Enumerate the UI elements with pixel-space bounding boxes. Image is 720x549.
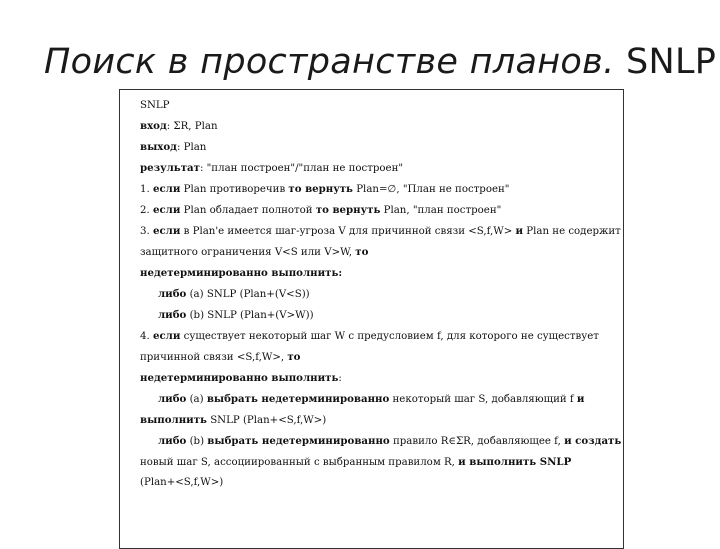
step-4-alt-b-line-2: [140, 452, 600, 473]
step-4-nondeterministic: недетерминированно выполнить: [140, 372, 339, 384]
step-2-result: Plan, "план построен": [380, 205, 502, 216]
input-label: вход: [140, 120, 167, 132]
step-3-line-3: [140, 263, 600, 284]
step-3-alt-b-text: (b) SNLP (Plan+(V>W)): [186, 310, 314, 321]
output-label: выход: [140, 141, 177, 153]
step-4-alt-b-line-3: (Plan+<S,f,W>): [140, 477, 224, 488]
step-3-condition: в Plan'е имеется шаг-угроза V для причинной связи <S,f,W>: [180, 226, 516, 237]
result-value: : "план построен"/"план не построен": [199, 163, 404, 174]
step-4-alt-b-new-step: новый шаг S, ассоциированный с выбранным правилом R,: [140, 457, 459, 468]
input-value: : ΣR, Plan: [166, 121, 218, 132]
step-2-if: если: [152, 204, 181, 216]
step-2: [140, 200, 600, 221]
step-4-alt-a-and: и: [576, 393, 585, 405]
step-4-alt-b-execute: и выполнить SNLP: [458, 456, 572, 468]
input-line: [140, 116, 600, 137]
step-3-alt-a-either: либо: [158, 288, 187, 300]
step-3: [140, 221, 621, 242]
step-3-constraint: защитного ограничения V<S или V>W,: [140, 247, 356, 258]
step-3-alt-a: [140, 284, 600, 305]
algorithm-document: [140, 96, 622, 493]
step-2-condition: Plan обладает полнотой: [180, 205, 316, 216]
step-4-alt-a-line-2: [140, 410, 600, 431]
output-line: [140, 137, 600, 158]
step-3-then: то: [355, 246, 369, 258]
output-value: : Plan: [176, 142, 207, 153]
step-1-if: если: [152, 183, 181, 195]
step-4-if: если: [152, 330, 181, 342]
step-3-number: 3.: [140, 226, 153, 237]
step-3-nondeterministic: недетерминированно выполнить:: [140, 267, 343, 279]
result-label: результат: [140, 162, 200, 174]
step-3-line-2: [140, 242, 600, 263]
step-3-condition-rest: Plan не содержит: [523, 226, 621, 237]
step-3-alt-b: [140, 305, 600, 326]
step-4-link: причинной связи <S,f,W>,: [140, 352, 288, 363]
step-3-alt-b-either: либо: [158, 309, 187, 321]
step-4-alt-b-choose: выбрать недетерминированно: [207, 435, 390, 447]
step-4-then: то: [287, 351, 301, 363]
step-4: [140, 326, 600, 347]
step-4-alt-a-execute: выполнить: [140, 414, 207, 426]
step-4-alt-a: [140, 389, 600, 410]
step-4-condition: существует некоторый шаг W с предусловием f, для которого не существует: [180, 331, 599, 342]
step-4-alt-a-call: SNLP (Plan+<S,f,W>): [206, 415, 327, 426]
step-4-alt-b-either: либо: [158, 435, 187, 447]
step-3-if: если: [152, 225, 181, 237]
step-4-alt-a-text: некоторый шаг S, добавляющий f: [389, 394, 577, 405]
step-4-alt-b-label: (b): [186, 436, 208, 447]
step-4-line-2: [140, 347, 600, 368]
step-2-number: 2.: [140, 205, 153, 216]
step-4-alt-a-label: (a): [186, 394, 207, 405]
step-1-number: 1.: [140, 184, 153, 195]
step-2-then: то вернуть: [315, 204, 381, 216]
step-4-colon: :: [338, 373, 342, 384]
step-4-alt-b-text: правило R∈ΣR, добавляющее f,: [389, 436, 565, 447]
step-4-alt-a-either: либо: [158, 393, 187, 405]
slide-title-italic: Поиск в пространстве планов.: [44, 42, 615, 82]
step-3-and: и: [515, 225, 524, 237]
step-3-alt-a-text: (a) SNLP (Plan+(V<S)): [186, 289, 310, 300]
step-4-alt-a-choose: выбрать недетерминированно: [206, 393, 390, 405]
result-line: [140, 158, 600, 179]
step-1-then: то вернуть: [288, 183, 353, 195]
algorithm-name: SNLP: [140, 100, 170, 111]
step-1-condition: Plan противоречив: [180, 184, 289, 195]
step-1-result: Plan=∅, "План не построен": [352, 184, 510, 195]
step-4-alt-b-create: и создать: [564, 435, 622, 447]
step-1: [140, 179, 600, 200]
step-4-alt-b: [140, 431, 622, 452]
step-4-line-3: [140, 368, 600, 389]
step-4-number: 4.: [140, 331, 153, 342]
slide-title: [44, 42, 716, 82]
slide-title-rest: SNLP: [614, 42, 717, 82]
